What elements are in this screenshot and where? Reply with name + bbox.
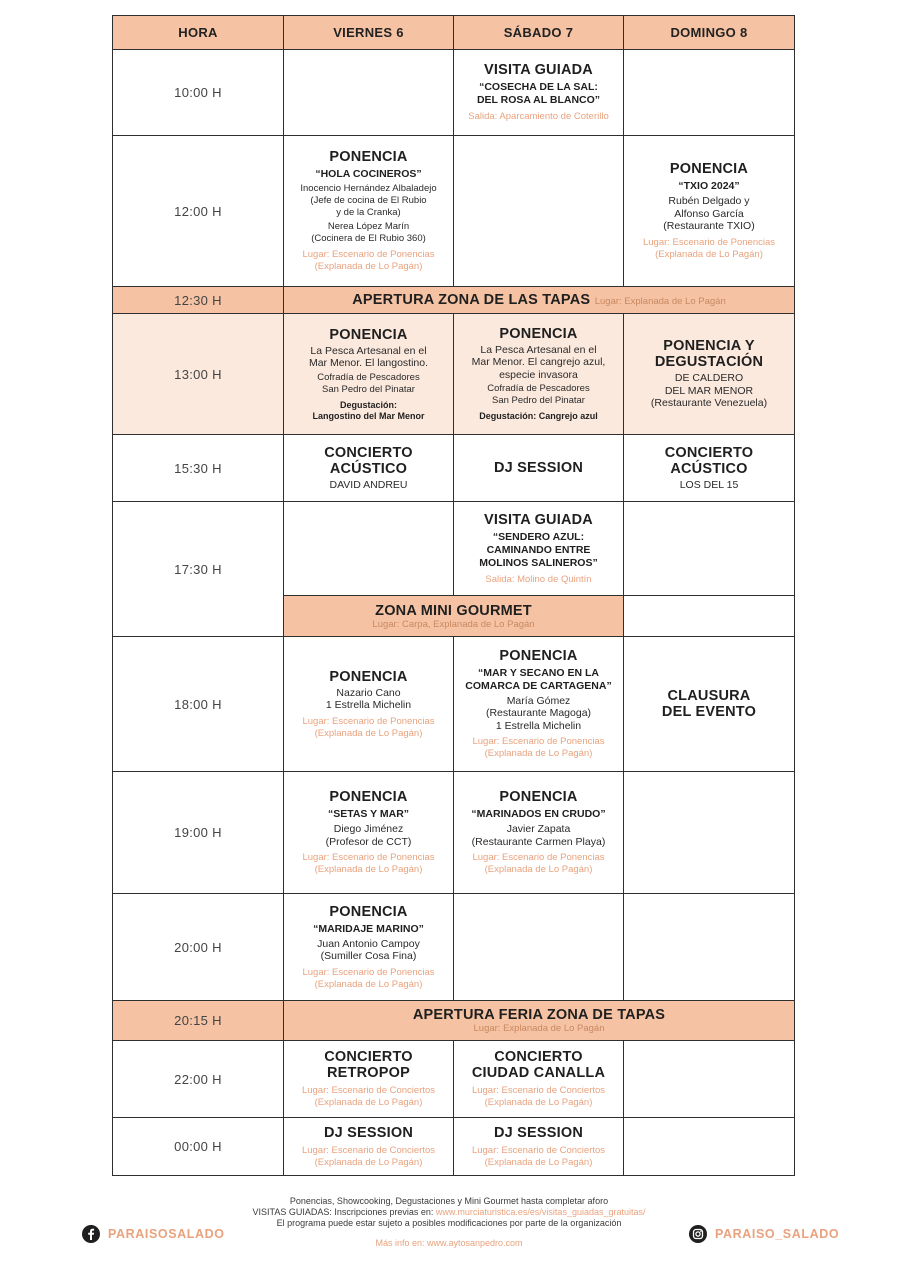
- event-cell: [284, 136, 454, 287]
- row-1230: [113, 287, 795, 314]
- event-place: Salida: Molino de Quintín: [485, 573, 592, 585]
- event-title: DJ SESSION: [323, 1124, 414, 1141]
- event-title: CONCIERTO RETROPOP: [324, 1049, 413, 1081]
- band-title: ZONA MINI GOURMET: [375, 602, 532, 619]
- event-speaker: Rubén Delgado y Alfonso García (Restaurante TXIO): [663, 195, 755, 233]
- row-1730: [113, 502, 795, 596]
- event-description: La Pesca Artesanal en el Mar Menor. El langostino.: [308, 344, 429, 369]
- event-artist: LOS DEL 15: [679, 478, 739, 491]
- event-speaker: Javier Zapata (Restaurante Carmen Playa): [471, 823, 606, 848]
- event-speaker: María Gómez (Restaurante Magoga) 1 Estrella Michelin: [485, 694, 592, 732]
- event-cell: [454, 314, 624, 435]
- event-tasting: Degustación: Cangrejo azul: [479, 411, 598, 422]
- time-cell: 22:00 H: [113, 1041, 284, 1118]
- event-title: PONENCIA: [329, 149, 408, 165]
- gourmet-band: [284, 596, 624, 637]
- event-speaker: Nerea López Marín (Cocinera de El Rubio 360): [311, 221, 426, 244]
- row-2015: [113, 1001, 795, 1041]
- time-cell: 20:00 H: [113, 894, 284, 1001]
- event-place: Lugar: Escenario de Conciertos (Explanada de Lo Pagán): [471, 1144, 606, 1168]
- time-cell: 17:30 H: [113, 502, 284, 637]
- event-place: Lugar: Escenario de Conciertos (Explanada de Lo Pagán): [301, 1085, 436, 1108]
- time-cell: 15:30 H: [113, 435, 284, 502]
- band-place: Lugar: Explanada de Lo Pagán: [594, 296, 726, 307]
- event-title: PONENCIA Y DEGUSTACIÓN: [654, 338, 764, 371]
- row-1900: [113, 772, 795, 894]
- visits-link[interactable]: www.murciaturistica.es/es/visitas_guiadas_gratuitas/: [435, 1207, 646, 1217]
- event-title: DJ SESSION: [493, 1124, 584, 1141]
- band-place: Lugar: Carpa, Explanada de Lo Pagán: [372, 618, 535, 630]
- event-speaker: Diego Jiménez (Profesor de CCT): [325, 823, 412, 848]
- event-speaker: Cofradía de Pescadores San Pedro del Pinatar: [487, 383, 590, 407]
- event-cell: [624, 314, 795, 435]
- band-cell: [284, 287, 795, 314]
- time-cell: 12:30 H: [113, 287, 284, 314]
- event-place: Lugar: Escenario de Ponencias (Explanada de Lo Pagán): [642, 236, 776, 260]
- time-cell: 18:00 H: [113, 637, 284, 772]
- event-subtitle: “MARIDAJE MARINO”: [313, 922, 424, 935]
- event-place: Lugar: Escenario de Ponencias (Explanada de Lo Pagán): [302, 966, 435, 990]
- band-title: APERTURA ZONA DE LAS TAPAS: [352, 292, 591, 308]
- footer-line-prefix: VISITAS GUIADAS: Inscripciones previas en:: [252, 1207, 436, 1217]
- time-cell: 10:00 H: [113, 50, 284, 136]
- event-title: VISITA GUIADA: [484, 62, 593, 78]
- header-hora: HORA: [113, 16, 284, 50]
- empty-cell: [624, 772, 795, 894]
- header-sabado: SÁBADO 7: [454, 16, 624, 50]
- time-cell: 19:00 H: [113, 772, 284, 894]
- footer-line: [200, 1207, 698, 1218]
- row-2200: [113, 1041, 795, 1118]
- event-place: Lugar: Escenario de Ponencias (Explanada de Lo Pagán): [302, 715, 435, 739]
- event-title: PONENCIA: [499, 325, 578, 342]
- event-subtitle: “TXIO 2024”: [678, 180, 740, 193]
- instagram-icon: [689, 1225, 707, 1243]
- row-1530: [113, 435, 795, 502]
- event-title: DJ SESSION: [493, 460, 584, 476]
- event-cell: [624, 435, 795, 502]
- event-cell: [624, 637, 795, 772]
- event-title: CLAUSURA DEL EVENTO: [661, 688, 757, 720]
- event-place: Lugar: Escenario de Ponencias (Explanada de Lo Pagán): [302, 249, 435, 272]
- empty-cell: [624, 1118, 795, 1176]
- row-2000: [113, 894, 795, 1001]
- band-cell: [284, 1001, 795, 1041]
- event-title: CONCIERTO ACÚSTICO: [324, 444, 413, 477]
- time-cell: 20:15 H: [113, 1001, 284, 1041]
- event-speaker: Nazario Cano 1 Estrella Michelin: [325, 686, 412, 711]
- event-subtitle: “COSECHA DE LA SAL: DEL ROSA AL BLANCO”: [476, 81, 601, 106]
- event-cell: [284, 435, 454, 502]
- event-subtitle: “MAR Y SECANO EN LA COMARCA DE CARTAGENA”: [465, 666, 612, 692]
- row-0000: [113, 1118, 795, 1176]
- event-subtitle: “SENDERO AZUL: CAMINANDO ENTRE MOLINOS SALINEROS”: [479, 530, 598, 569]
- event-cell: [284, 894, 454, 1001]
- event-subtitle: “MARINADOS EN CRUDO”: [471, 808, 606, 820]
- event-tasting: Degustación: Langostino del Mar Menor: [312, 399, 425, 421]
- time-cell: 12:00 H: [113, 136, 284, 287]
- footer-notes: [200, 1196, 698, 1249]
- event-title: PONENCIA: [499, 789, 578, 805]
- event-cell: [454, 637, 624, 772]
- time-cell: 13:00 H: [113, 314, 284, 435]
- event-cell: [454, 50, 624, 136]
- facebook-icon: [82, 1225, 100, 1243]
- time-cell: 00:00 H: [113, 1118, 284, 1176]
- header-viernes: VIERNES 6: [284, 16, 454, 50]
- event-place: Salida: Aparcamiento de Coterillo: [468, 111, 609, 122]
- instagram-handle-text: PARAISO_SALADO: [715, 1227, 840, 1241]
- empty-cell: [624, 1041, 795, 1118]
- empty-cell: [284, 50, 454, 136]
- event-subtitle: “SETAS Y MAR”: [327, 808, 410, 820]
- footer-line: El programa puede estar sujeto a posibles modificaciones por parte de la organización: [276, 1218, 622, 1228]
- event-cell: [624, 136, 795, 287]
- event-artist: DAVID ANDREU: [329, 478, 408, 491]
- event-title: PONENCIA: [669, 161, 749, 178]
- band-place: Lugar: Explanada de Lo Pagán: [473, 1023, 605, 1034]
- row-1000: [113, 50, 795, 136]
- instagram-handle[interactable]: [689, 1225, 839, 1243]
- schedule-table: [112, 15, 795, 1176]
- row-1200: [113, 136, 795, 287]
- event-cell: [454, 502, 624, 596]
- table-header-row: [113, 16, 795, 50]
- event-subtitle: “HOLA COCINEROS”: [315, 168, 422, 180]
- empty-cell: [624, 596, 795, 637]
- event-place: Lugar: Escenario de Ponencias (Explanada de Lo Pagán): [302, 852, 435, 875]
- empty-cell: [454, 894, 624, 1001]
- header-domingo: DOMINGO 8: [624, 16, 795, 50]
- event-cell: [454, 1041, 624, 1118]
- event-title: PONENCIA: [329, 789, 408, 805]
- event-cell: [284, 314, 454, 435]
- event-place: Lugar: Escenario de Ponencias (Explanada de Lo Pagán): [472, 852, 605, 875]
- empty-cell: [624, 50, 795, 136]
- event-title: PONENCIA: [499, 647, 578, 664]
- event-cell: [284, 1118, 454, 1176]
- empty-cell: [624, 894, 795, 1001]
- row-1800: [113, 637, 795, 772]
- event-speaker: Cofradía de Pescadores San Pedro del Pinatar: [317, 371, 420, 395]
- event-cell: [454, 435, 624, 502]
- event-place: Lugar: Escenario de Ponencias (Explanada de Lo Pagán): [472, 736, 605, 760]
- more-info-link[interactable]: Más info en: www.aytosanpedro.com: [375, 1238, 523, 1248]
- event-speaker: Inocencio Hernández Albaladejo (Jefe de cocina de El Rubio y de la Cranka): [300, 183, 437, 218]
- event-title: PONENCIA: [329, 668, 408, 685]
- facebook-handle-text: PARAISOSALADO: [108, 1227, 225, 1241]
- event-cell: [284, 772, 454, 894]
- event-place: Lugar: Escenario de Conciertos (Explanada de Lo Pagán): [471, 1085, 606, 1108]
- event-title: PONENCIA: [329, 326, 408, 343]
- facebook-handle[interactable]: [82, 1225, 225, 1243]
- empty-cell: [284, 502, 454, 596]
- event-title: VISITA GUIADA: [484, 511, 593, 528]
- event-cell: [284, 1041, 454, 1118]
- empty-cell: [624, 502, 795, 596]
- event-description: DE CALDERO DEL MAR MENOR (Restaurante Venezuela): [650, 372, 768, 410]
- band-title: APERTURA FERIA ZONA DE TAPAS: [412, 1007, 666, 1023]
- empty-cell: [454, 136, 624, 287]
- event-speaker: Juan Antonio Campoy (Sumiller Cosa Fina): [317, 937, 420, 962]
- event-title: PONENCIA: [329, 903, 408, 920]
- event-place: Lugar: Escenario de Conciertos (Explanada de Lo Pagán): [301, 1144, 436, 1168]
- event-description: La Pesca Artesanal en el Mar Menor. El cangrejo azul, especie invasora: [471, 343, 606, 381]
- footer-line: Ponencias, Showcooking, Degustaciones y Mini Gourmet hasta completar aforo: [289, 1196, 609, 1206]
- event-cell: [454, 1118, 624, 1176]
- row-1300: [113, 314, 795, 435]
- event-title: CONCIERTO ACÚSTICO: [664, 444, 754, 477]
- event-cell: [284, 637, 454, 772]
- event-cell: [454, 772, 624, 894]
- event-title: CONCIERTO CIUDAD CANALLA: [471, 1049, 606, 1081]
